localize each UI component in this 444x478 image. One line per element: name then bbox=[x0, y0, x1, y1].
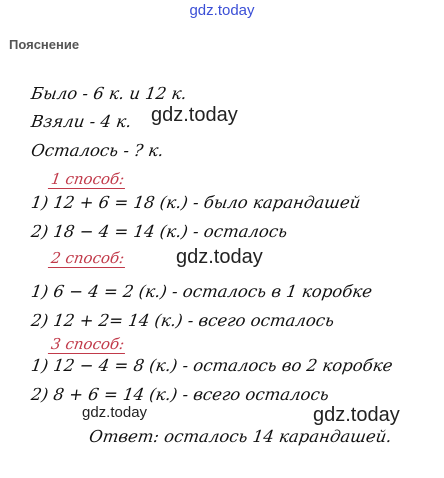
method-2-step-2: 2) 12 + 2= 14 (к.) - всего осталось bbox=[30, 311, 336, 330]
method-1-step-2: 2) 18 − 4 = 14 (к.) - осталось bbox=[30, 222, 289, 241]
watermark-4: gdz.today bbox=[313, 404, 400, 426]
method-2-step-1: 1) 6 − 4 = 2 (к.) - осталось в 1 коробке bbox=[30, 282, 374, 301]
method-1-title bbox=[48, 170, 128, 188]
watermark-1: gdz.today bbox=[151, 104, 238, 126]
method-3-title bbox=[48, 335, 128, 353]
method-2-title bbox=[48, 249, 128, 267]
section-title: Пояснение bbox=[9, 37, 80, 52]
given-line-2: Взяли - 4 к. bbox=[30, 112, 133, 131]
site-logo[interactable]: gdz.today bbox=[189, 2, 255, 19]
watermark-3: gdz.today bbox=[82, 404, 148, 421]
method-2-title-text: 2 способ: bbox=[48, 249, 128, 268]
given-line-3: Осталось - ? к. bbox=[30, 141, 165, 160]
given-line-1: Было - 6 к. и 12 к. bbox=[30, 84, 189, 103]
watermark-2: gdz.today bbox=[176, 246, 263, 268]
method-3-title-text: 3 способ: bbox=[48, 335, 128, 354]
method-1-title-text: 1 способ: bbox=[48, 170, 128, 189]
answer-line: Ответ: осталось 14 карандашей. bbox=[88, 427, 393, 446]
method-1-step-1: 1) 12 + 6 = 18 (к.) - было карандашей bbox=[30, 193, 362, 212]
method-3-step-2: 2) 8 + 6 = 14 (к.) - всего осталось bbox=[30, 385, 331, 404]
method-3-step-1: 1) 12 − 4 = 8 (к.) - осталось во 2 коробке bbox=[30, 356, 394, 375]
